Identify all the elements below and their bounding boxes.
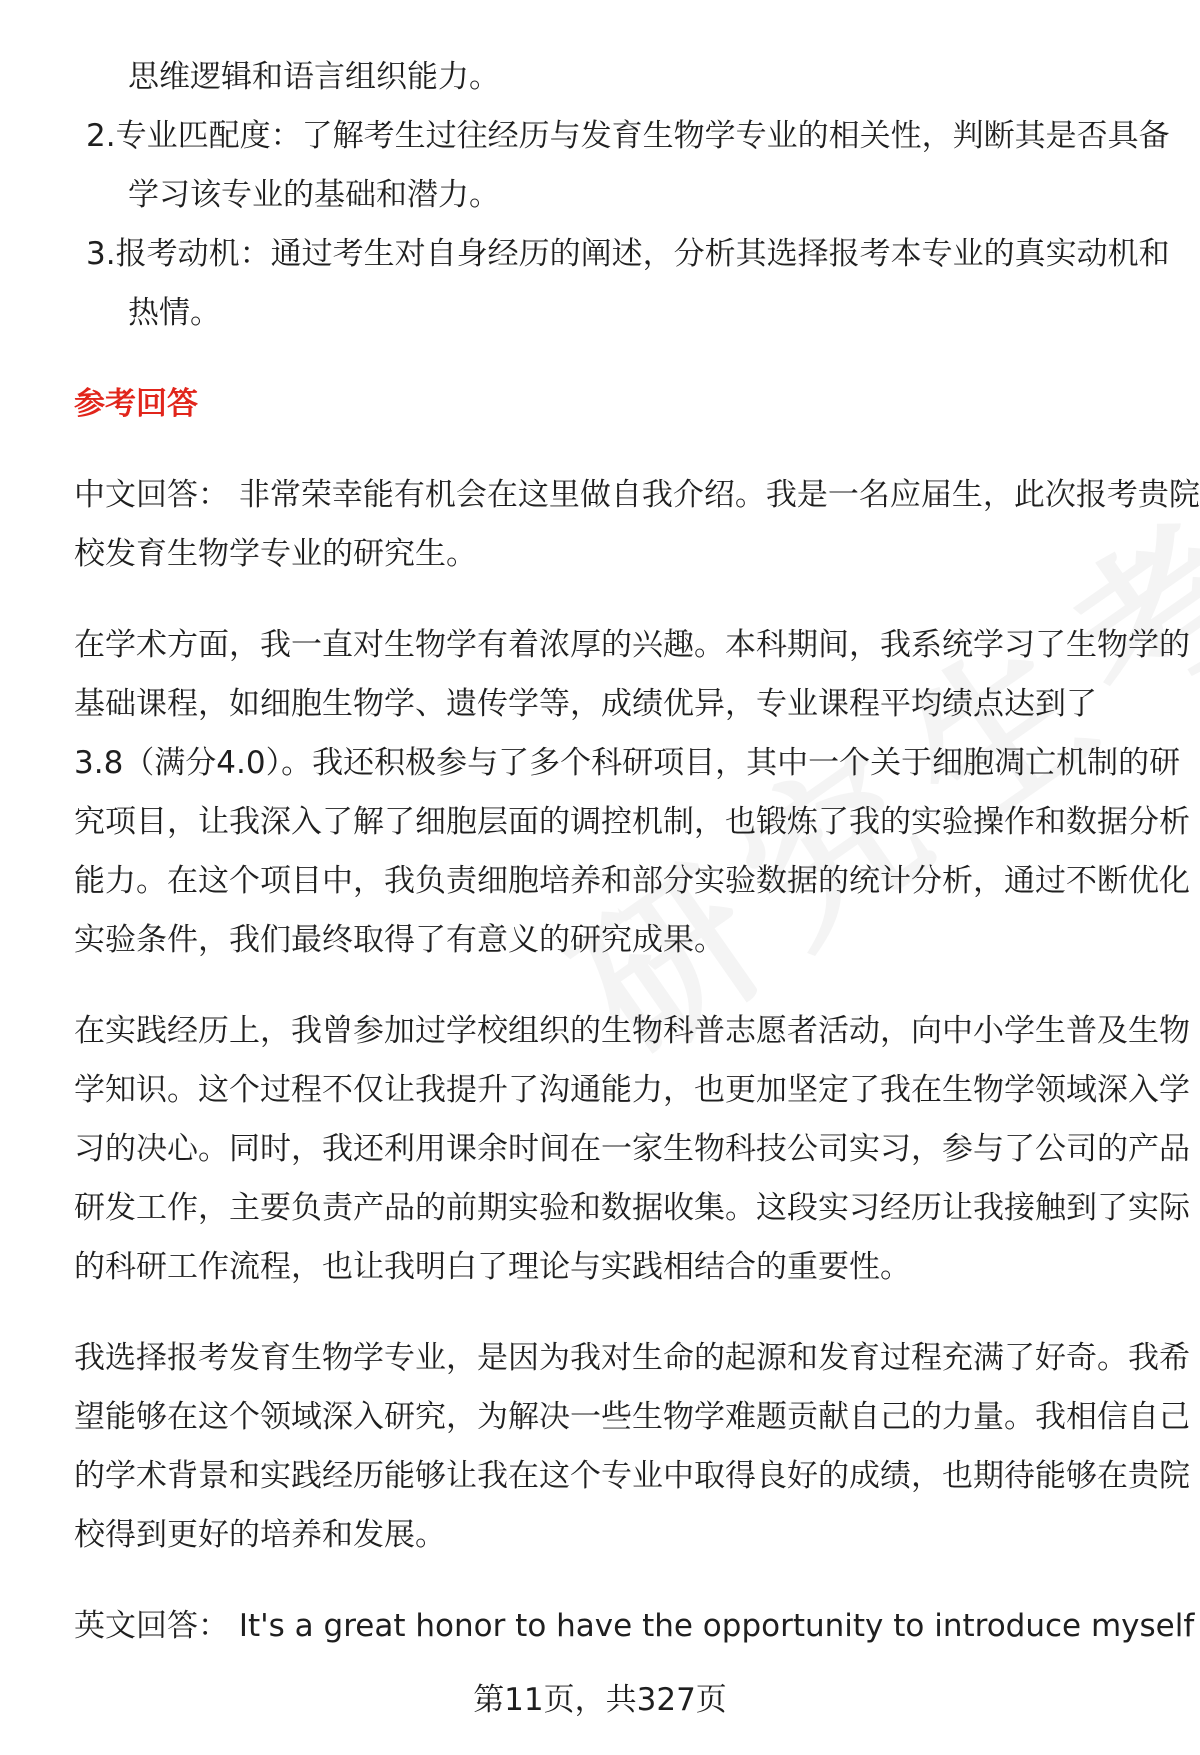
list-number: 3.	[86, 236, 116, 272]
paragraph	[74, 1597, 1195, 1656]
paragraph-line: 在学术方面，我一直对生物学有着浓厚的兴趣。本科期间，我系统学习了生物学的	[74, 627, 1190, 663]
paragraph-line: 我选择报考发育生物学专业，是因为我对生命的起源和发育过程充满了好奇。我希	[74, 1340, 1190, 1376]
paragraph-line: 实验条件，我们最终取得了有意义的研究成果。	[74, 922, 725, 958]
list-item	[74, 225, 1170, 343]
list-item	[74, 107, 1170, 225]
paragraph-line: 校得到更好的培养和发展。	[74, 1517, 446, 1553]
paragraph	[74, 1002, 1190, 1297]
paragraph-line: 研发工作，主要负责产品的前期实验和数据收集。这段实习经历让我接触到了实际	[74, 1190, 1190, 1226]
list-text: 报考动机：通过考生对自身经历的阐述，分析其选择报考本专业的真实动机和	[115, 236, 1170, 272]
paragraph-line: 3.8（满分4.0）。我还积极参与了多个科研项目，其中一个关于细胞凋亡机制的研	[74, 745, 1181, 781]
page-number: 第11页，共327页	[473, 1682, 727, 1718]
paragraph-line: 的学术背景和实践经历能够让我在这个专业中取得良好的成绩，也期待能够在贵院	[74, 1458, 1190, 1494]
section-heading: 参考回答	[74, 386, 198, 422]
paragraph-line: 校发育生物学专业的研究生。	[74, 536, 477, 572]
paragraph	[74, 616, 1190, 970]
paragraph-line: 基础课程，如细胞生物学、遗传学等，成绩优异，专业课程平均绩点达到了	[74, 686, 1097, 722]
paragraph-line: 学知识。这个过程不仅让我提升了沟通能力，也更加坚定了我在生物学领域深入学	[74, 1072, 1190, 1108]
paragraph-line: 的科研工作流程，也让我明白了理论与实践相结合的重要性。	[74, 1249, 911, 1285]
list-text: 学习该专业的基础和潜力。	[128, 177, 500, 213]
paragraph	[74, 466, 1200, 584]
paragraph-line: 英文回答： It's a great honor to have the opportunity to introduce myself	[74, 1608, 1195, 1644]
paragraph-line: 在实践经历上，我曾参加过学校组织的生物科普志愿者活动，向中小学生普及生物	[74, 1013, 1190, 1049]
criteria-list	[74, 107, 1170, 343]
paragraph-line: 习的决心。同时，我还利用课余时间在一家生物科技公司实习，参与了公司的产品	[74, 1131, 1190, 1167]
continuation-line: 思维逻辑和语言组织能力。	[128, 59, 500, 95]
list-text: 热情。	[128, 295, 221, 331]
paragraph-line: 望能够在这个领域深入研究，为解决一些生物学难题贡献自己的力量。我相信自己	[74, 1399, 1190, 1435]
paragraph	[74, 1329, 1190, 1565]
page-content	[74, 48, 1200, 1656]
paragraph-line: 究项目，让我深入了解了细胞层面的调控机制，也锻炼了我的实验操作和数据分析	[74, 804, 1190, 840]
list-text: 专业匹配度：了解考生过往经历与发育生物学专业的相关性，判断其是否具备	[115, 118, 1170, 154]
paragraph-line: 中文回答： 非常荣幸能有机会在这里做自我介绍。我是一名应届生，此次报考贵院	[74, 477, 1200, 513]
list-number: 2.	[86, 118, 116, 154]
paragraph-line: 能力。在这个项目中，我负责细胞培养和部分实验数据的统计分析，通过不断优化	[74, 863, 1190, 899]
